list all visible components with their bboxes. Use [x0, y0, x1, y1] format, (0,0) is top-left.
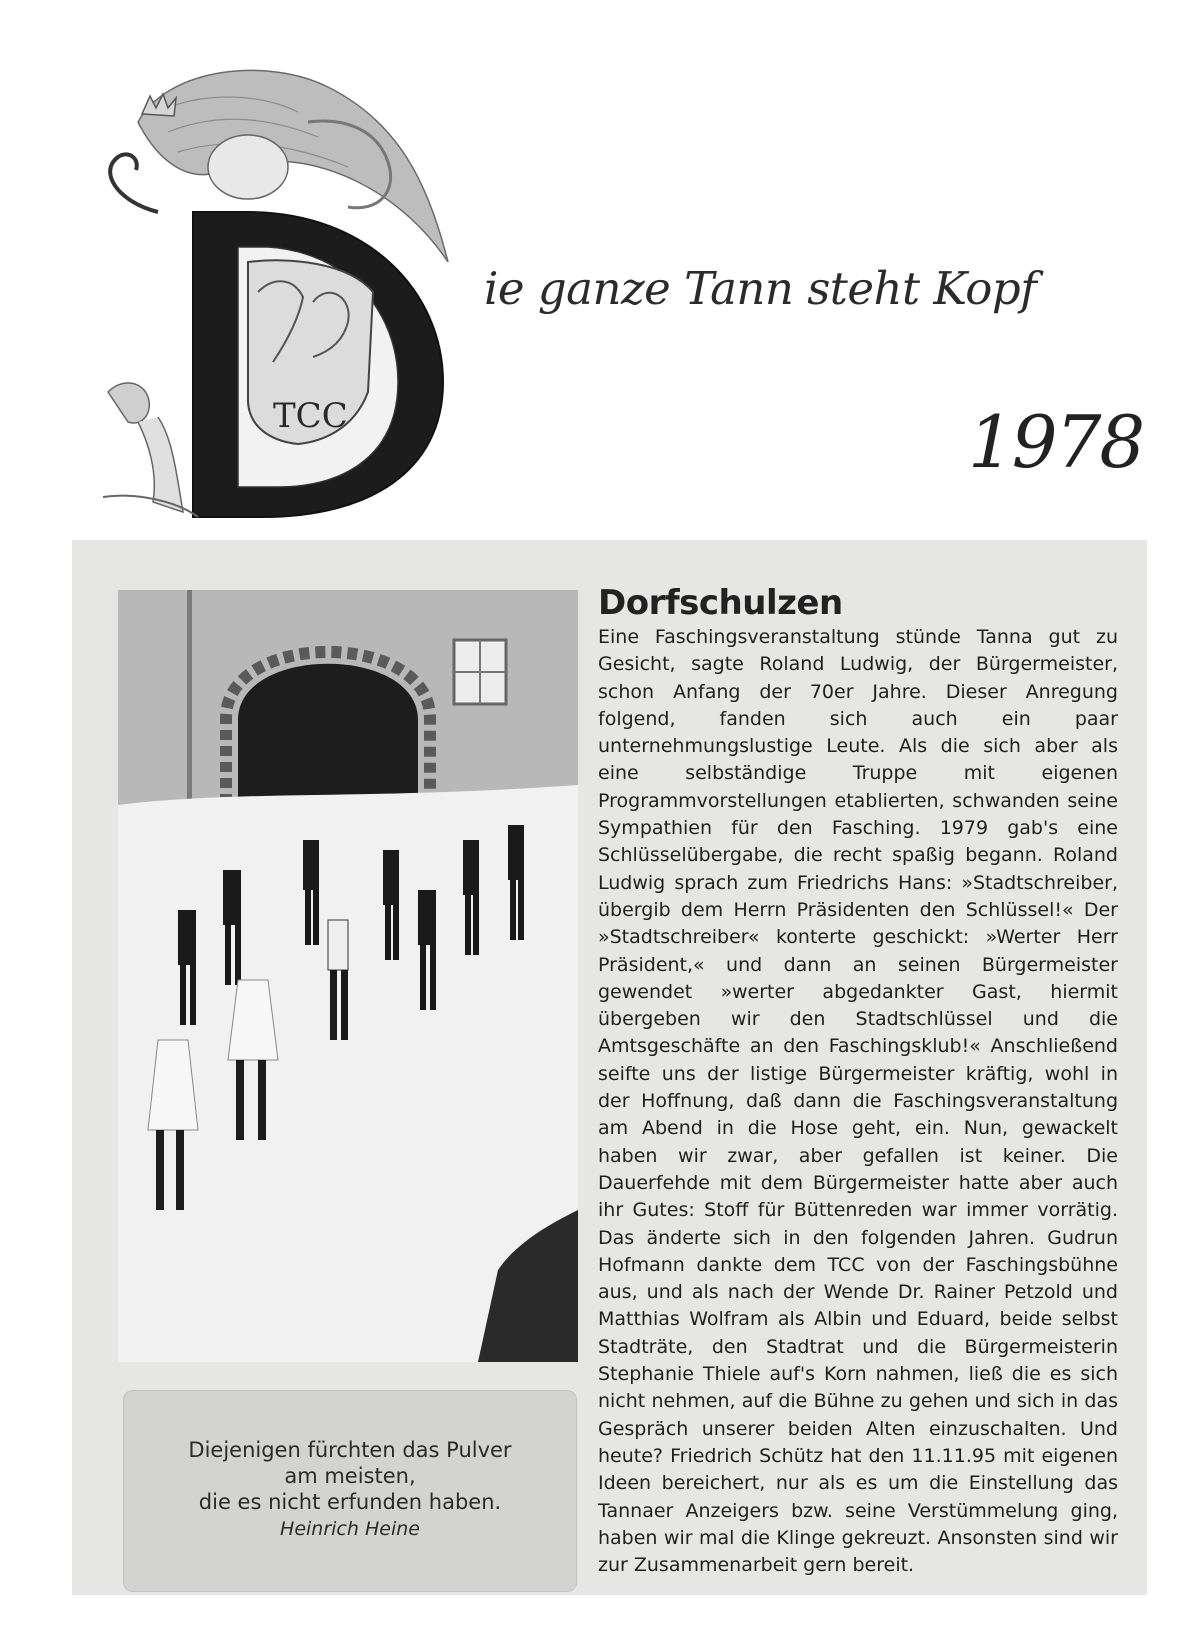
article-title: Dorfschulzen	[598, 583, 843, 623]
headline: ie ganze Tann steht Kopf	[484, 262, 1037, 315]
content-panel	[72, 540, 1147, 1595]
article	[598, 582, 1118, 1579]
quote-author: Heinrich Heine	[280, 1518, 420, 1540]
article-body: Eine Faschingsveranstaltung stünde Tanna gut zu Gesicht, sagte Roland Ludwig, der Bürgermeister, schon Anfang der 70er Jahre. Dieser Anregung folgend, fanden sich auch ein paar unternehmungslustige Leute. Als die sich aber als eine selbständige Truppe mit eigenen Programmvorstellungen etablierten, schwanden seine Sympathien für den Fasching. 1979 gab's eine Schlüsselübergabe, die recht spaßig begann. Roland Ludwig sprach zum Friedrichs Hans: »Stadtschreiber, übergib dem Herrn Präsidenten den Schlüssel!« Der »Stadtschreiber« konterte geschickt: »Werter Herr Präsident,« und dann an seinen Bürgermeister gewendet »werter abgedankter Gast, hiermit übergeben wir den Stadtschlüssel und die Amtsgeschäfte an den Faschingsklub!« Anschließend seifte uns der listige Bürgermeister kräftig, wohl in der Hoffnung, daß dann die Faschingsveranstaltung am Abend in die Hose geht, ein. Nun, gewackelt haben wir zwar, aber gefallen ist keiner. Die Dauerfehde mit dem Bürgermeister hatte aber auch ihr Gutes: Stoff für Büttenreden war immer vorrätig. Das änderte sich in den folgenden Jahren. Gudrun Hofmann dankte dem TCC von der Faschingsbühne aus, und als nach der Wende Dr. Rainer Petzold und Matthias Wolfram als Albin und Eduard, beide selbst Stadträte, den Stadtrat und die Bürgermeisterin Stephanie Thiele auf's Korn nahmen, ließ die es sich nicht nehmen, auf die Bühne zu gehen und sich in das Gespräch unserer beiden Alten einzuschalten. Und heute? Friedrich Schütz hat den 11.11.95 mit eigenen Ideen bereichert, nur als es um die Einstellung das Tannaer Anzeigers bzw. seine Verstümmelung ging, haben wir mal die Klinge gekreuzt. Ansonsten sind wir zur Zusammenarbeit gern bereit.	[598, 626, 1118, 1577]
year-label: 1978	[968, 400, 1144, 484]
quote-box	[123, 1390, 577, 1592]
photo-carnival-parade	[118, 590, 578, 1362]
emblem-text: TCC	[273, 396, 348, 436]
quote-line: die es nicht erfunden haben.	[198, 1490, 502, 1514]
quote-line: Diejenigen fürchten das Pulver	[188, 1438, 512, 1462]
quote-line: am meisten,	[284, 1464, 416, 1488]
decorated-initial-illustration	[98, 62, 503, 527]
